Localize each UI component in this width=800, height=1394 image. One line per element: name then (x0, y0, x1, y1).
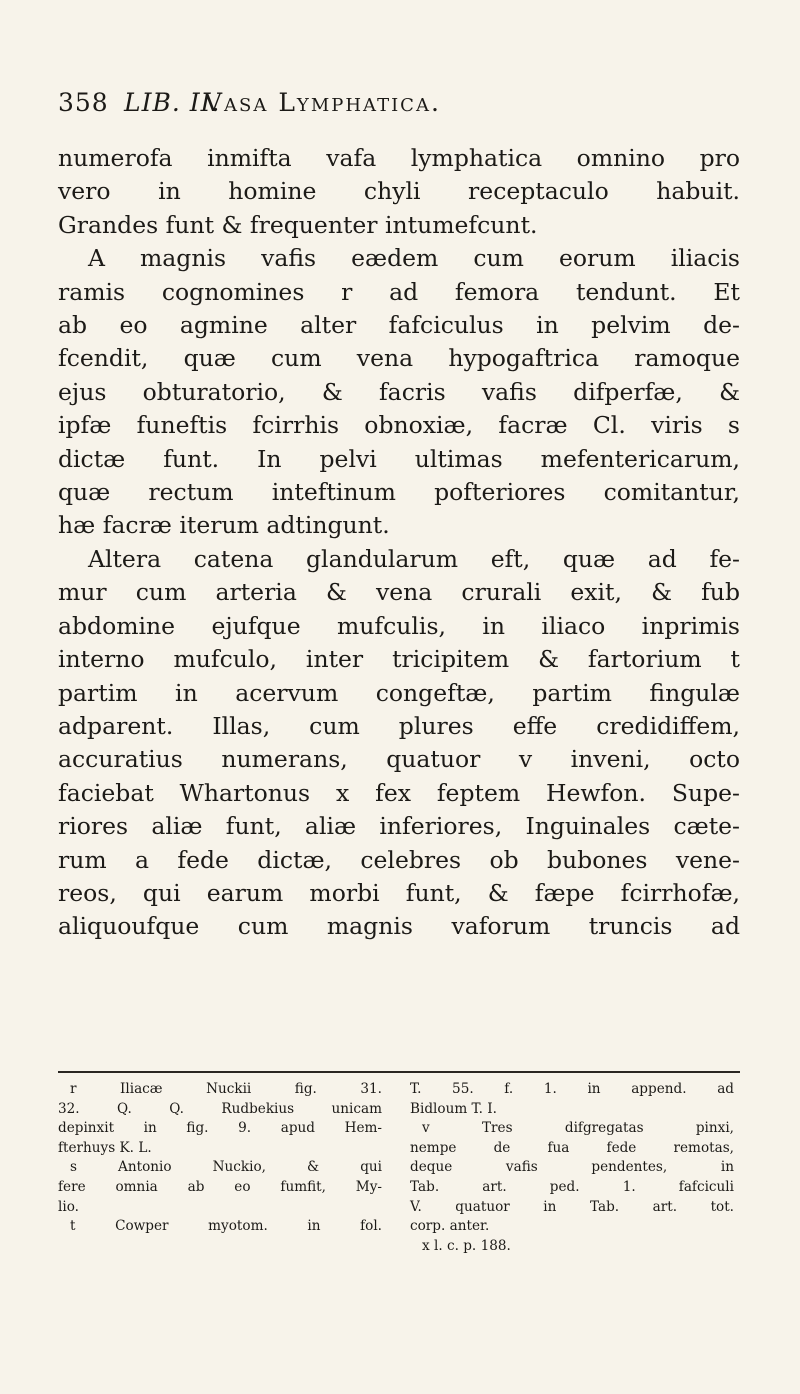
page-number: 358 (58, 88, 109, 117)
text-line: fcendit, quæ cum vena hypogaftrica ramoque (58, 344, 740, 373)
footnote-line: x l. c. p. 188. (422, 1237, 511, 1254)
footnote-line: fere omnia ab eo fumfit, My- (58, 1178, 382, 1195)
footnote-line: 32. Q. Q. Rudbekius unicam (58, 1100, 382, 1117)
text-line: interno mufculo, inter tricipitem & fartorium t (58, 645, 740, 674)
footnote-line: V. quatuor in Tab. art. tot. (410, 1198, 734, 1215)
footnote-line: lio. (58, 1198, 79, 1215)
text-line: Altera catena glandularum eft, quæ ad fe- (88, 544, 740, 573)
footnote-line: Tab. art. ped. 1. fafciculi (410, 1178, 734, 1195)
running-title: Vasa Lymphatica. (204, 88, 441, 117)
footnote-line: nempe de fua fede remotas, (410, 1139, 734, 1156)
footnote-line: deque vafis pendentes, in (410, 1159, 734, 1176)
text-line: quæ rectum inteftinum pofteriores comitantur, (58, 478, 740, 507)
footnote-line: v Tres difgregatas pinxi, (422, 1120, 734, 1137)
footnote-line: t Cowper myotom. in fol. (70, 1218, 382, 1235)
text-line: mur cum arteria & vena crurali exit, & fub (58, 578, 740, 607)
text-line: dictæ funt. In pelvi ultimas mefentericarum, (58, 444, 740, 473)
text-line: accuratius numerans, quatuor v inveni, octo (58, 745, 740, 774)
text-line: faciebat Whartonus x fex feptem Hewfon. Supe- (58, 778, 740, 807)
text-line: reos, qui earum morbi funt, & fæpe fcirrhofæ, (58, 878, 740, 907)
footnote-line: s Antonio Nuckio, & qui (70, 1159, 382, 1176)
text-line: ramis cognomines r ad femora tendunt. Et (58, 277, 740, 306)
footnote-line: r Iliacæ Nuckii fig. 31. (70, 1081, 382, 1097)
text-line: Grandes funt & frequenter intumefcunt. (58, 210, 538, 239)
text-line: vero in homine chyli receptaculo habuit. (58, 177, 740, 206)
text-line: riores aliæ funt, aliæ inferiores, Inguinales cæte- (58, 812, 740, 841)
book-label: LIB. II. (124, 88, 221, 117)
text-line: hæ facræ iterum adtingunt. (58, 511, 390, 540)
text-line: rum a fede dictæ, celebres ob bubones vene- (58, 845, 740, 874)
footnote-line: T. 55. f. 1. in append. ad (410, 1081, 734, 1097)
footnotes-right-column (410, 1080, 734, 1256)
text-line: partim in acervum congeftæ, partim fingulæ (58, 678, 740, 707)
main-text (58, 142, 740, 944)
text-line: ejus obturatorio, & facris vafis difperfæ, & (58, 377, 740, 406)
text-line: adparent. Illas, cum plures effe credidiffem, (58, 711, 740, 740)
footnote-divider (58, 1071, 740, 1073)
text-line: ab eo agmine alter fafciculus in pelvim de- (58, 311, 740, 340)
text-line: ipfæ funeftis fcirrhis obnoxiæ, facræ Cl. viris s (58, 411, 740, 440)
text-line: abdomine ejufque mufculis, in iliaco inprimis (58, 611, 740, 640)
text-line: numerofa inmifta vafa lymphatica omnino pro (58, 144, 740, 172)
text-line: A magnis vafis eædem cum eorum iliacis (88, 244, 740, 273)
footnotes-left-column (58, 1080, 382, 1237)
running-header (58, 88, 698, 122)
footnote-line: Bidloum T. I. (410, 1100, 497, 1117)
text-line: aliquoufque cum magnis vaforum truncis ad (58, 912, 740, 941)
footnote-line: depinxit in fig. 9. apud Hem- (58, 1120, 382, 1137)
footnote-line: fterhuys K. L. (58, 1139, 152, 1156)
footnote-line: corp. anter. (410, 1218, 490, 1235)
